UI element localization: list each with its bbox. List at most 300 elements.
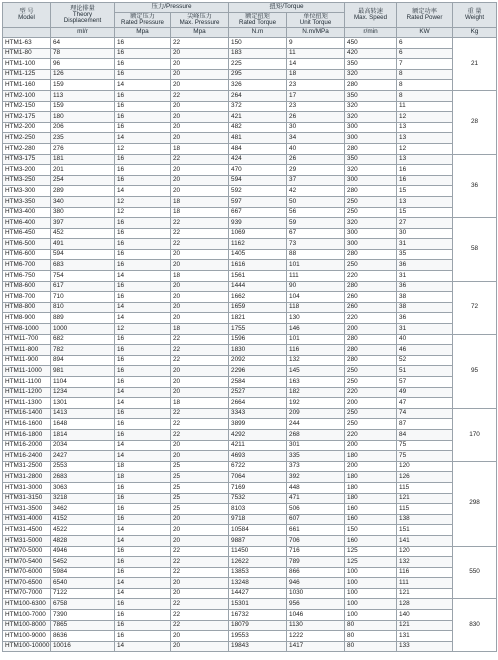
cell-unit-torque: 146 — [287, 324, 345, 335]
cell-max-pressure: 22 — [171, 610, 229, 621]
table-row — [3, 398, 497, 409]
cell-rated-power: 47 — [397, 398, 453, 409]
table-row — [3, 239, 497, 250]
cell-displacement: 159 — [51, 101, 115, 112]
cell-rated-pressure: 16 — [115, 218, 171, 229]
cell-max-speed: 260 — [345, 292, 397, 303]
header-max-pressure: 尖峰压力 Max. Pressure — [171, 13, 229, 28]
cell-displacement: 380 — [51, 207, 115, 218]
cell-max-speed: 100 — [345, 578, 397, 589]
cell-model: HTM11-900 — [3, 355, 51, 366]
cell-unit-torque: 301 — [287, 440, 345, 451]
cell-rated-torque: 482 — [229, 122, 287, 133]
cell-max-pressure: 22 — [171, 599, 229, 610]
cell-model: HTM70-7000 — [3, 588, 51, 599]
cell-unit-torque: 118 — [287, 302, 345, 313]
cell-max-speed: 220 — [345, 313, 397, 324]
cell-rated-torque: 12622 — [229, 557, 287, 568]
cell-model: HTM11-1100 — [3, 377, 51, 388]
cell-model: HTM2-280 — [3, 143, 51, 154]
cell-displacement: 276 — [51, 143, 115, 154]
table-row — [3, 207, 497, 218]
units-row — [3, 28, 497, 38]
cell-rated-pressure: 16 — [115, 59, 171, 70]
cell-rated-torque: 225 — [229, 59, 287, 70]
cell-rated-pressure: 16 — [115, 175, 171, 186]
cell-max-pressure: 18 — [171, 324, 229, 335]
cell-rated-power: 36 — [397, 281, 453, 292]
cell-rated-torque: 1616 — [229, 260, 287, 271]
cell-rated-pressure: 16 — [115, 48, 171, 59]
cell-rated-torque: 2664 — [229, 398, 287, 409]
table-row — [3, 345, 497, 356]
cell-rated-torque: 326 — [229, 80, 287, 91]
cell-rated-torque: 6722 — [229, 461, 287, 472]
cell-displacement: 754 — [51, 271, 115, 282]
cell-rated-power: 8 — [397, 90, 453, 101]
cell-unit-torque: 101 — [287, 334, 345, 345]
cell-rated-torque: 1561 — [229, 271, 287, 282]
cell-rated-power: 8 — [397, 69, 453, 80]
cell-rated-torque: 4693 — [229, 451, 287, 462]
cell-max-speed: 180 — [345, 482, 397, 493]
cell-model: HTM6-700 — [3, 260, 51, 271]
cell-max-pressure: 22 — [171, 620, 229, 631]
table-row — [3, 377, 497, 388]
unit-max-pressure: Mpa — [171, 28, 229, 38]
cell-rated-power: 13 — [397, 154, 453, 165]
cell-rated-pressure: 16 — [115, 429, 171, 440]
table-row — [3, 504, 497, 515]
cell-displacement: 4946 — [51, 546, 115, 557]
table-row — [3, 302, 497, 313]
table-row — [3, 175, 497, 186]
cell-rated-torque: 1662 — [229, 292, 287, 303]
cell-rated-pressure: 16 — [115, 610, 171, 621]
cell-displacement: 683 — [51, 260, 115, 271]
cell-unit-torque: 130 — [287, 313, 345, 324]
unit-model — [3, 28, 51, 38]
table-row — [3, 355, 497, 366]
cell-model: HTM100-10000 — [3, 641, 51, 652]
table-row — [3, 112, 497, 123]
cell-displacement: 491 — [51, 239, 115, 250]
cell-max-speed: 280 — [345, 80, 397, 91]
cell-unit-torque: 789 — [287, 557, 345, 568]
cell-model: HTM1-80 — [3, 48, 51, 59]
cell-model: HTM16-2000 — [3, 440, 51, 451]
cell-model: HTM2-150 — [3, 101, 51, 112]
cell-max-speed: 125 — [345, 557, 397, 568]
header-weight: 重 量 Weight — [453, 3, 497, 28]
cell-max-pressure: 20 — [171, 302, 229, 313]
cell-rated-pressure: 16 — [115, 620, 171, 631]
header-torque-group: 扭矩/Torque — [229, 3, 345, 13]
cell-displacement: 7390 — [51, 610, 115, 621]
header-rated-torque: 额定扭矩 Rated Torque — [229, 13, 287, 28]
cell-max-pressure: 22 — [171, 345, 229, 356]
cell-max-pressure: 20 — [171, 313, 229, 324]
cell-rated-power: 13 — [397, 122, 453, 133]
cell-max-speed: 280 — [345, 345, 397, 356]
spec-table-container — [2, 2, 496, 652]
cell-model: HTM1-63 — [3, 38, 51, 49]
cell-rated-power: 132 — [397, 557, 453, 568]
cell-weight: 298 — [453, 461, 497, 546]
cell-unit-torque: 209 — [287, 408, 345, 419]
cell-rated-pressure: 16 — [115, 546, 171, 557]
cell-rated-pressure: 16 — [115, 90, 171, 101]
cell-rated-pressure: 16 — [115, 599, 171, 610]
cell-displacement: 710 — [51, 292, 115, 303]
cell-model: HTM70-5400 — [3, 557, 51, 568]
cell-rated-pressure: 18 — [115, 472, 171, 483]
cell-rated-power: 52 — [397, 355, 453, 366]
cell-model: HTM11-1300 — [3, 398, 51, 409]
cell-displacement: 1301 — [51, 398, 115, 409]
cell-rated-torque: 19843 — [229, 641, 287, 652]
table-row — [3, 292, 497, 303]
cell-rated-torque: 4211 — [229, 440, 287, 451]
cell-unit-torque: 23 — [287, 101, 345, 112]
cell-rated-pressure: 14 — [115, 440, 171, 451]
table-row — [3, 313, 497, 324]
table-row — [3, 620, 497, 631]
cell-unit-torque: 59 — [287, 218, 345, 229]
cell-weight: 830 — [453, 599, 497, 652]
cell-model: HTM31-2800 — [3, 472, 51, 483]
cell-rated-power: 8 — [397, 80, 453, 91]
cell-rated-power: 51 — [397, 366, 453, 377]
cell-model: HTM1-100 — [3, 59, 51, 70]
cell-rated-power: 126 — [397, 472, 453, 483]
cell-model: HTM100-7000 — [3, 610, 51, 621]
cell-rated-pressure: 16 — [115, 493, 171, 504]
table-row — [3, 59, 497, 70]
cell-rated-pressure: 16 — [115, 366, 171, 377]
cell-unit-torque: 11 — [287, 48, 345, 59]
cell-rated-power: 75 — [397, 451, 453, 462]
cell-displacement: 10016 — [51, 641, 115, 652]
cell-max-speed: 150 — [345, 525, 397, 536]
cell-rated-power: 16 — [397, 165, 453, 176]
table-row — [3, 482, 497, 493]
cell-max-pressure: 20 — [171, 535, 229, 546]
cell-max-speed: 180 — [345, 451, 397, 462]
cell-model: HTM16-1400 — [3, 408, 51, 419]
unit-max-speed: r/min — [345, 28, 397, 38]
cell-unit-torque: 37 — [287, 175, 345, 186]
cell-rated-torque: 2092 — [229, 355, 287, 366]
cell-displacement: 113 — [51, 90, 115, 101]
cell-max-speed: 220 — [345, 271, 397, 282]
cell-max-pressure: 20 — [171, 281, 229, 292]
cell-model: HTM6-750 — [3, 271, 51, 282]
unit-unit-torque: N.m/MPa — [287, 28, 345, 38]
cell-model: HTM16-1800 — [3, 429, 51, 440]
cell-max-speed: 200 — [345, 398, 397, 409]
cell-max-pressure: 18 — [171, 207, 229, 218]
table-row — [3, 567, 497, 578]
cell-rated-pressure: 16 — [115, 281, 171, 292]
cell-displacement: 4828 — [51, 535, 115, 546]
cell-model: HTM100-9000 — [3, 631, 51, 642]
cell-rated-power: 74 — [397, 408, 453, 419]
cell-rated-pressure: 16 — [115, 567, 171, 578]
cell-displacement: 254 — [51, 175, 115, 186]
cell-rated-power: 6 — [397, 38, 453, 49]
cell-displacement: 64 — [51, 38, 115, 49]
cell-rated-pressure: 16 — [115, 408, 171, 419]
cell-unit-torque: 50 — [287, 196, 345, 207]
cell-model: HTM8-600 — [3, 281, 51, 292]
cell-rated-pressure: 16 — [115, 631, 171, 642]
cell-max-pressure: 20 — [171, 525, 229, 536]
cell-max-speed: 320 — [345, 165, 397, 176]
unit-rated-power: KW — [397, 28, 453, 38]
cell-model: HTM3-200 — [3, 165, 51, 176]
cell-rated-pressure: 16 — [115, 69, 171, 80]
cell-unit-torque: 14 — [287, 59, 345, 70]
table-row — [3, 69, 497, 80]
cell-max-speed: 250 — [345, 419, 397, 430]
cell-rated-power: 121 — [397, 588, 453, 599]
cell-rated-torque: 11450 — [229, 546, 287, 557]
cell-max-pressure: 20 — [171, 631, 229, 642]
cell-rated-torque: 264 — [229, 90, 287, 101]
cell-rated-power: 6 — [397, 48, 453, 59]
cell-max-pressure: 20 — [171, 186, 229, 197]
cell-max-pressure: 25 — [171, 493, 229, 504]
table-body — [3, 38, 497, 652]
cell-unit-torque: 956 — [287, 599, 345, 610]
cell-rated-torque: 1821 — [229, 313, 287, 324]
cell-model: HTM6-400 — [3, 218, 51, 229]
cell-model: HTM70-6500 — [3, 578, 51, 589]
cell-model: HTM3-350 — [3, 196, 51, 207]
table-row — [3, 429, 497, 440]
cell-max-speed: 280 — [345, 281, 397, 292]
cell-displacement: 7865 — [51, 620, 115, 631]
table-header — [3, 3, 497, 38]
cell-max-speed: 320 — [345, 112, 397, 123]
cell-max-pressure: 22 — [171, 408, 229, 419]
cell-rated-torque: 484 — [229, 143, 287, 154]
cell-displacement: 1000 — [51, 324, 115, 335]
cell-rated-power: 13 — [397, 133, 453, 144]
cell-max-speed: 100 — [345, 588, 397, 599]
cell-rated-power: 13 — [397, 196, 453, 207]
cell-rated-pressure: 12 — [115, 207, 171, 218]
table-row — [3, 366, 497, 377]
cell-rated-power: 46 — [397, 345, 453, 356]
cell-weight: 21 — [453, 38, 497, 91]
cell-rated-power: 75 — [397, 440, 453, 451]
cell-displacement: 206 — [51, 122, 115, 133]
cell-unit-torque: 40 — [287, 143, 345, 154]
table-row — [3, 535, 497, 546]
cell-displacement: 201 — [51, 165, 115, 176]
cell-max-pressure: 22 — [171, 429, 229, 440]
cell-rated-torque: 372 — [229, 101, 287, 112]
table-row — [3, 122, 497, 133]
table-row — [3, 218, 497, 229]
cell-rated-power: 151 — [397, 525, 453, 536]
cell-unit-torque: 163 — [287, 377, 345, 388]
table-row — [3, 38, 497, 49]
cell-max-pressure: 20 — [171, 122, 229, 133]
table-row — [3, 408, 497, 419]
cell-rated-torque: 1659 — [229, 302, 287, 313]
cell-max-speed: 280 — [345, 186, 397, 197]
cell-model: HTM16-2400 — [3, 451, 51, 462]
cell-rated-power: 115 — [397, 482, 453, 493]
cell-rated-torque: 424 — [229, 154, 287, 165]
cell-unit-torque: 26 — [287, 112, 345, 123]
cell-rated-power: 115 — [397, 504, 453, 515]
cell-unit-torque: 29 — [287, 165, 345, 176]
cell-model: HTM16-1600 — [3, 419, 51, 430]
cell-max-pressure: 22 — [171, 334, 229, 345]
cell-max-pressure: 20 — [171, 514, 229, 525]
cell-displacement: 180 — [51, 112, 115, 123]
cell-rated-torque: 13248 — [229, 578, 287, 589]
unit-weight: Kg — [453, 28, 497, 38]
cell-max-pressure: 20 — [171, 387, 229, 398]
cell-rated-pressure: 16 — [115, 165, 171, 176]
cell-displacement: 6540 — [51, 578, 115, 589]
cell-displacement: 5452 — [51, 557, 115, 568]
cell-model: HTM6-450 — [3, 228, 51, 239]
cell-rated-power: 36 — [397, 313, 453, 324]
cell-rated-torque: 18079 — [229, 620, 287, 631]
cell-weight: 550 — [453, 546, 497, 599]
cell-rated-power: 30 — [397, 228, 453, 239]
cell-rated-pressure: 14 — [115, 641, 171, 652]
cell-rated-power: 131 — [397, 631, 453, 642]
cell-model: HTM6-600 — [3, 249, 51, 260]
cell-unit-torque: 9 — [287, 38, 345, 49]
cell-rated-power: 12 — [397, 143, 453, 154]
cell-displacement: 1648 — [51, 419, 115, 430]
cell-rated-torque: 1755 — [229, 324, 287, 335]
cell-displacement: 235 — [51, 133, 115, 144]
cell-max-pressure: 25 — [171, 461, 229, 472]
cell-rated-pressure: 16 — [115, 557, 171, 568]
cell-rated-pressure: 16 — [115, 377, 171, 388]
cell-max-speed: 100 — [345, 567, 397, 578]
cell-max-pressure: 20 — [171, 451, 229, 462]
cell-displacement: 96 — [51, 59, 115, 70]
cell-rated-pressure: 14 — [115, 80, 171, 91]
cell-max-speed: 160 — [345, 514, 397, 525]
cell-displacement: 594 — [51, 249, 115, 260]
cell-rated-power: 138 — [397, 514, 453, 525]
cell-max-speed: 250 — [345, 260, 397, 271]
cell-displacement: 159 — [51, 80, 115, 91]
cell-displacement: 4522 — [51, 525, 115, 536]
header-model: 型 号 Model — [3, 3, 51, 28]
cell-rated-power: 87 — [397, 419, 453, 430]
cell-model: HTM6-500 — [3, 239, 51, 250]
cell-rated-pressure: 14 — [115, 588, 171, 599]
cell-displacement: 1413 — [51, 408, 115, 419]
cell-rated-pressure: 14 — [115, 451, 171, 462]
cell-max-speed: 350 — [345, 154, 397, 165]
cell-rated-torque: 1162 — [229, 239, 287, 250]
cell-displacement: 126 — [51, 69, 115, 80]
cell-rated-pressure: 16 — [115, 101, 171, 112]
cell-rated-pressure: 16 — [115, 334, 171, 345]
cell-max-pressure: 20 — [171, 112, 229, 123]
cell-max-speed: 220 — [345, 387, 397, 398]
cell-model: HTM1-160 — [3, 80, 51, 91]
cell-rated-pressure: 12 — [115, 143, 171, 154]
cell-rated-pressure: 16 — [115, 228, 171, 239]
cell-rated-pressure: 14 — [115, 387, 171, 398]
header-pressure-group: 压力/Pressure — [115, 3, 229, 13]
cell-unit-torque: 866 — [287, 567, 345, 578]
cell-displacement: 2553 — [51, 461, 115, 472]
cell-displacement: 894 — [51, 355, 115, 366]
table-row — [3, 154, 497, 165]
cell-max-pressure: 18 — [171, 196, 229, 207]
cell-max-pressure: 18 — [171, 143, 229, 154]
table-row — [3, 186, 497, 197]
cell-rated-torque: 8103 — [229, 504, 287, 515]
cell-displacement: 4152 — [51, 514, 115, 525]
cell-model: HTM70-5000 — [3, 546, 51, 557]
cell-weight: 95 — [453, 334, 497, 408]
table-row — [3, 249, 497, 260]
cell-rated-pressure: 16 — [115, 112, 171, 123]
cell-displacement: 3218 — [51, 493, 115, 504]
cell-max-pressure: 22 — [171, 239, 229, 250]
cell-rated-power: 38 — [397, 292, 453, 303]
cell-model: HTM1-125 — [3, 69, 51, 80]
cell-rated-pressure: 18 — [115, 461, 171, 472]
cell-weight: 28 — [453, 90, 497, 154]
cell-model: HTM11-800 — [3, 345, 51, 356]
cell-max-speed: 320 — [345, 218, 397, 229]
cell-max-pressure: 20 — [171, 59, 229, 70]
cell-rated-torque: 3899 — [229, 419, 287, 430]
cell-displacement: 8636 — [51, 631, 115, 642]
unit-rated-pressure: Mpa — [115, 28, 171, 38]
cell-model: HTM31-3000 — [3, 482, 51, 493]
cell-model: HTM2-200 — [3, 122, 51, 133]
cell-displacement: 1104 — [51, 377, 115, 388]
cell-max-pressure: 20 — [171, 578, 229, 589]
cell-max-speed: 80 — [345, 631, 397, 642]
cell-model: HTM31-4500 — [3, 525, 51, 536]
cell-unit-torque: 335 — [287, 451, 345, 462]
cell-displacement: 2427 — [51, 451, 115, 462]
cell-unit-torque: 1222 — [287, 631, 345, 642]
table-row — [3, 101, 497, 112]
cell-displacement: 78 — [51, 48, 115, 59]
cell-rated-power: 133 — [397, 641, 453, 652]
cell-model: HTM11-1000 — [3, 366, 51, 377]
cell-rated-power: 121 — [397, 620, 453, 631]
table-row — [3, 451, 497, 462]
cell-rated-pressure: 12 — [115, 196, 171, 207]
unit-displacement: ml/r — [51, 28, 115, 38]
cell-max-pressure: 25 — [171, 504, 229, 515]
cell-max-speed: 200 — [345, 324, 397, 335]
cell-rated-torque: 597 — [229, 196, 287, 207]
table-row — [3, 48, 497, 59]
